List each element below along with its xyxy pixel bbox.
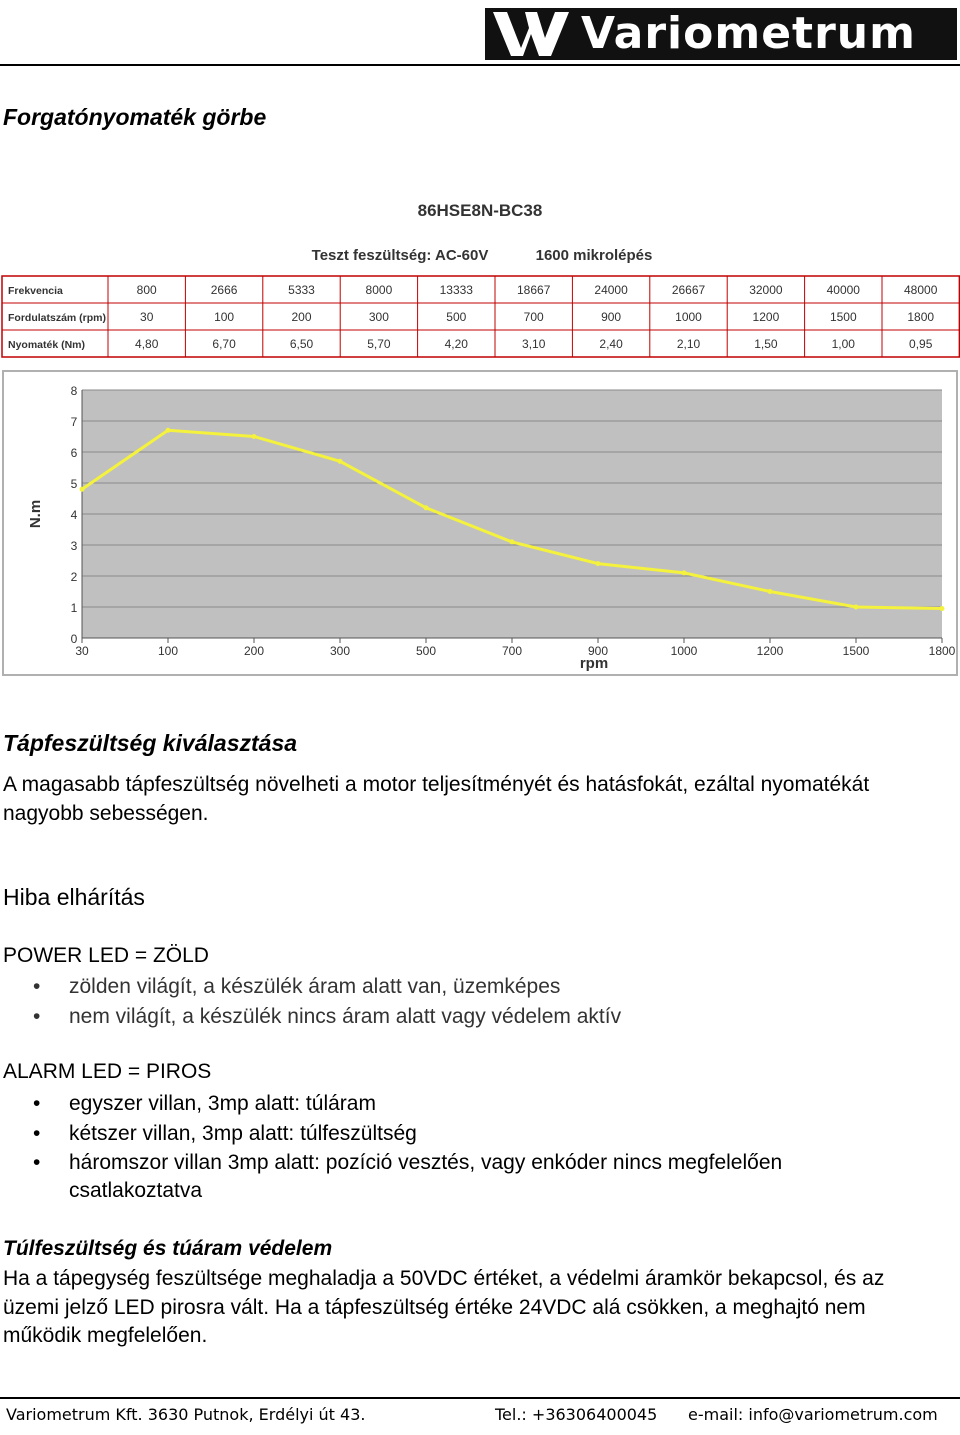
- table-cell: 5,70: [367, 337, 391, 351]
- table-cell: 1,50: [754, 337, 778, 351]
- table-cell: 2,40: [599, 337, 623, 351]
- x-tick-label: 900: [587, 644, 609, 658]
- data-point: [338, 459, 343, 464]
- table-cell: 4,80: [135, 337, 159, 351]
- table-cell: 2,10: [676, 337, 701, 351]
- table-cell: 3,10: [522, 337, 546, 351]
- data-point: [768, 589, 773, 594]
- table-cell: 900: [601, 310, 622, 324]
- y-tick-label: 8: [70, 384, 78, 398]
- x-tick-label: 1500: [842, 644, 870, 658]
- y-tick-label: 4: [70, 508, 78, 522]
- data-point: [166, 428, 171, 433]
- list-item: • kétszer villan, 3mp alatt: túlfeszültség: [0, 1119, 900, 1149]
- table-cell: 32000: [749, 283, 783, 297]
- data-point: [854, 605, 859, 610]
- power-led-list: [0, 972, 900, 1032]
- data-point: [424, 505, 429, 510]
- x-tick-label: 300: [329, 644, 351, 658]
- x-tick-label: 700: [501, 644, 523, 658]
- table-cell: 13333: [439, 283, 473, 297]
- y-axis-label: N.m: [27, 499, 44, 529]
- table-cell: 4,20: [444, 337, 468, 351]
- torque-chart: [0, 368, 960, 678]
- x-tick-label: 30: [75, 644, 89, 658]
- data-point: [682, 570, 687, 575]
- list-item: • nem világít, a készülék nincs áram alatt vagy védelem aktív: [0, 1002, 900, 1032]
- x-axis-label: rpm: [579, 655, 609, 672]
- data-point: [510, 539, 515, 544]
- microstep-label: 1600 mikrolépés: [535, 247, 653, 264]
- torque-table: [0, 190, 960, 362]
- table-cell: 24000: [594, 283, 628, 297]
- footer-phone: Tel.: +36306400045: [495, 1405, 658, 1424]
- footer-company: Variometrum Kft. 3630 Putnok, Erdélyi út 43.: [6, 1405, 366, 1424]
- table-cell: 26667: [671, 283, 706, 297]
- list-item: • háromszor villan 3mp alatt: pozíció vesztés, vagy enkóder nincs megfelelően csatlakoztatva: [0, 1149, 900, 1205]
- test-voltage-label: Teszt feszültség: AC-60V: [311, 247, 489, 264]
- power-led-label: POWER LED = ZÖLD: [3, 944, 209, 967]
- logo-mark-icon: [485, 8, 575, 60]
- list-item: • egyszer villan, 3mp alatt: túláram: [0, 1089, 900, 1119]
- supply-text: A magasabb tápfeszültség növelheti a motor teljesítményét és hatásfokát, ezáltal nyomatékát nagyobb sebességen.: [3, 773, 870, 825]
- table-cell: 2666: [210, 283, 238, 297]
- supply-heading: Tápfeszültség kiválasztása: [3, 730, 298, 756]
- x-tick-label: 1200: [756, 644, 784, 658]
- footer-divider: [0, 1397, 960, 1399]
- torque-heading: Forgatónyomaték görbe: [3, 104, 267, 130]
- protection-text: Ha a tápegység feszültsége meghaladja a 50VDC értéket, a védelmi áramkör bekapcsol, és az üzemi jelző LED pirosra vált. Ha a tápfeszültség értéke 24VDC alá csökken, a meghajtó nem működik megfelelően.: [3, 1267, 885, 1347]
- x-tick-label: 500: [415, 644, 437, 658]
- table-row-label: Frekvencia: [8, 285, 63, 297]
- table-cell: 40000: [826, 283, 860, 297]
- header-divider: [0, 64, 960, 66]
- alarm-led-list: [0, 1089, 900, 1205]
- table-cell: 1500: [829, 310, 857, 324]
- table-cell: 8000: [365, 283, 393, 297]
- table-cell: 1,00: [831, 337, 855, 351]
- table-cell: 100: [214, 310, 235, 324]
- x-tick-label: 1000: [670, 644, 698, 658]
- y-tick-label: 1: [70, 601, 78, 615]
- logo-text: Variometrum: [581, 8, 916, 59]
- table-row-label: Nyomaték (Nm): [8, 339, 86, 351]
- x-tick-label: 100: [157, 644, 179, 658]
- y-tick-label: 3: [70, 539, 78, 553]
- table-cell: 30: [140, 310, 154, 324]
- table-cell: 700: [523, 310, 544, 324]
- data-point: [252, 434, 257, 439]
- table-cell: 200: [291, 310, 312, 324]
- company-logo: [485, 8, 957, 60]
- table-cell: 300: [368, 310, 389, 324]
- data-point: [940, 606, 945, 611]
- table-row-label: Fordulatszám (rpm): [8, 312, 107, 324]
- troubleshoot-heading: Hiba elhárítás: [3, 884, 145, 910]
- table-cell: 1000: [675, 310, 702, 324]
- table-cell: 1200: [752, 310, 780, 324]
- alarm-led-label: ALARM LED = PIROS: [3, 1060, 212, 1083]
- table-cell: 800: [136, 283, 157, 297]
- y-tick-label: 6: [70, 446, 78, 460]
- y-tick-label: 5: [70, 477, 78, 491]
- table-cell: 6,70: [212, 337, 236, 351]
- chart-model-title: 86HSE8N-BC38: [417, 201, 543, 220]
- footer-email: e-mail: info@variometrum.com: [688, 1405, 938, 1424]
- table-cell: 48000: [904, 283, 938, 297]
- x-tick-label: 200: [243, 644, 265, 658]
- list-item: • zölden világít, a készülék áram alatt van, üzemképes: [0, 972, 900, 1002]
- data-point: [80, 487, 85, 492]
- table-cell: 500: [446, 310, 467, 324]
- y-tick-label: 7: [70, 415, 78, 429]
- table-cell: 18667: [517, 283, 551, 297]
- data-point: [596, 561, 601, 566]
- table-cell: 1800: [907, 310, 935, 324]
- y-tick-label: 2: [70, 570, 78, 584]
- table-cell: 6,50: [289, 337, 314, 351]
- table-cell: 5333: [288, 283, 315, 297]
- protection-heading: Túlfeszültség és túáram védelem: [3, 1237, 333, 1260]
- y-tick-label: 0: [70, 632, 78, 646]
- x-tick-label: 1800: [928, 644, 956, 658]
- table-cell: 0,95: [909, 337, 933, 351]
